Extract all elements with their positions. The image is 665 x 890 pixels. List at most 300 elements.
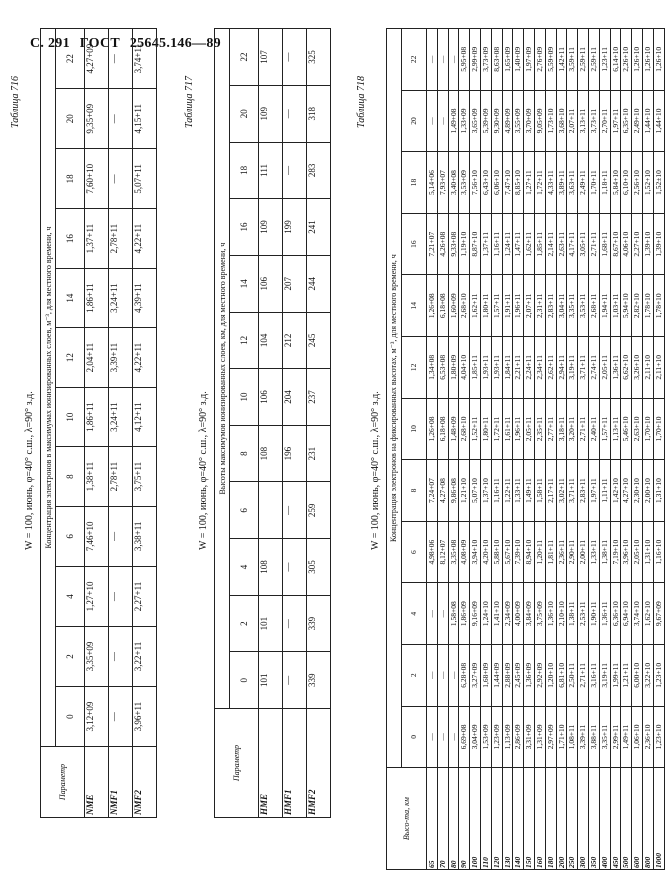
table-cell: 212 (283, 312, 307, 369)
table-cell: 1,72+11 (534, 152, 545, 214)
table-cell: 3,13+11 (578, 90, 589, 152)
table-cell: 4,22+11 (133, 328, 157, 388)
table-cell: 3,27+09 (470, 645, 481, 707)
table-cell: 7,56+10 (470, 152, 481, 214)
table-cell: 1,49+11 (524, 460, 535, 522)
table-cell: — (283, 85, 307, 142)
table-cell: 2,34+11 (534, 337, 545, 399)
table-cell: 259 (307, 482, 331, 539)
table-cell: 9,05+09 (534, 90, 545, 152)
height-value: 150 (524, 768, 535, 870)
table-cell: 2,94+11 (556, 337, 567, 399)
table-cell: 1,26+10 (642, 29, 653, 91)
table-cell: 1,22+11 (502, 460, 513, 522)
table-row (632, 29, 643, 870)
hour-header: 0 (402, 706, 427, 768)
table-cell: — (437, 90, 448, 152)
table-cell: 1,08+11 (567, 706, 578, 768)
table-cell: 6,14+10 (610, 29, 621, 91)
table-cell: 3,74+10 (632, 583, 643, 645)
table-cell: — (283, 539, 307, 596)
table-cell: 4,04+10 (459, 337, 470, 399)
table-row (534, 29, 545, 870)
table-cell: — (109, 29, 133, 89)
table-cell: 2,45+09 (513, 645, 524, 707)
table-cell: 244 (307, 255, 331, 312)
table-cell: 1,97+09 (524, 29, 535, 91)
height-value: 120 (491, 768, 502, 870)
table-cell: 1,42+10 (610, 460, 621, 522)
table-cell: 1,36+11 (599, 583, 610, 645)
table-cell: 1,68+11 (599, 213, 610, 275)
table-cell (259, 482, 283, 539)
table-717-label: Таблица 717 (184, 76, 195, 128)
table-cell: 5,94+10 (621, 275, 632, 337)
table-cell: 3,31+09 (524, 706, 535, 768)
table-cell: 7,24+07 (427, 460, 438, 522)
table-cell: 3,75+11 (133, 447, 157, 507)
table-row (621, 29, 632, 870)
table-row (109, 29, 133, 818)
table-row (133, 29, 157, 818)
table-cell: 4,12+11 (133, 387, 157, 447)
table-cell: 1,85+11 (534, 213, 545, 275)
table-cell: 5,14+06 (427, 152, 438, 214)
table-cell: — (427, 706, 438, 768)
table-cell: 6,35+10 (621, 90, 632, 152)
table-cell: 2,62+11 (545, 337, 556, 399)
table-cell: 1,23+10 (653, 706, 664, 768)
table-cell: — (109, 149, 133, 209)
table-cell: 6,69+08 (459, 706, 470, 768)
height-value: 65 (427, 768, 438, 870)
table-cell: 4,22+11 (133, 209, 157, 269)
table-cell: 2,31+11 (534, 275, 545, 337)
table-cell: 1,37+10 (480, 460, 491, 522)
table-cell: 1,24+11 (502, 213, 513, 275)
table-cell: 101 (259, 652, 283, 709)
table-cell: 1,37+11 (85, 209, 109, 269)
table-cell: 9,16+09 (470, 583, 481, 645)
hour-header: 10 (56, 387, 85, 447)
table-cell: 1,27+10 (85, 566, 109, 626)
table-cell: 1,93+11 (491, 337, 502, 399)
table-cell: 8,63+08 (491, 29, 502, 91)
table-cell: 3,94+10 (470, 521, 481, 583)
table-cell: 1,86+09 (459, 583, 470, 645)
hour-header: 2 (56, 626, 85, 686)
table-cell: 1,49+08 (448, 90, 459, 152)
table-cell: 1,91+11 (502, 275, 513, 337)
table-cell: 2,83+11 (578, 460, 589, 522)
table-cell: 1,70+11 (588, 152, 599, 214)
table-cell: 1,53+09 (480, 706, 491, 768)
table-cell: 3,24+11 (109, 387, 133, 447)
hour-header: 16 (402, 213, 427, 275)
table-cell: 2,63+11 (556, 213, 567, 275)
table-cell: 1,40+09 (513, 29, 524, 91)
table-cell: — (109, 506, 133, 566)
param-name: HME (259, 709, 283, 818)
table-row (307, 29, 331, 818)
table-cell: 5,07+10 (470, 460, 481, 522)
table-cell: 3,75+09 (534, 583, 545, 645)
table-cell: 1,80+09 (448, 337, 459, 399)
height-value: 100 (470, 768, 481, 870)
table-cell: 9,30+09 (491, 90, 502, 152)
table-cell: 1,78+10 (653, 275, 664, 337)
table-cell: 3,71+11 (578, 337, 589, 399)
table-cell: 1,38+11 (85, 447, 109, 507)
table-cell: 1,52+10 (642, 152, 653, 214)
table-cell: 1,31+10 (642, 521, 653, 583)
table-cell: 5,39+09 (480, 90, 491, 152)
hour-header: 18 (56, 149, 85, 209)
table-cell: 1,86+11 (85, 387, 109, 447)
table-cell: 4,89+09 (502, 90, 513, 152)
table-cell: 1,57+11 (491, 275, 502, 337)
hour-header: 10 (230, 369, 259, 426)
table-row (642, 29, 653, 870)
table-cell: 1,78+10 (642, 275, 653, 337)
table-cell: — (427, 645, 438, 707)
table-cell: 339 (307, 652, 331, 709)
table-cell: 1,31+10 (653, 460, 664, 522)
table-cell: 3,35+11 (599, 706, 610, 768)
table-cell: 2,10+10 (556, 583, 567, 645)
table-cell: 1,70+10 (653, 398, 664, 460)
table-cell: 3,88+11 (588, 706, 599, 768)
table-cell: 1,81+11 (545, 521, 556, 583)
table-cell: 6,06+10 (491, 152, 502, 214)
table-cell: 5,88+10 (491, 521, 502, 583)
hour-header: 14 (402, 275, 427, 337)
table-cell: 3,16+11 (588, 645, 599, 707)
table-cell: 1,38+11 (567, 583, 578, 645)
table-cell: 1,13+11 (610, 398, 621, 460)
table-row (513, 29, 524, 870)
table-cell: 2,88+09 (502, 645, 513, 707)
table-cell: 1,60+09 (448, 275, 459, 337)
table-cell: 3,70+09 (524, 90, 535, 152)
table-cell: 1,33+09 (459, 90, 470, 152)
table-cell: 3,73+11 (588, 90, 599, 152)
table-cell: — (437, 645, 448, 707)
table-cell: 207 (283, 255, 307, 312)
table-cell: 6,94+10 (621, 583, 632, 645)
table-row (437, 29, 448, 870)
hour-header: 4 (230, 539, 259, 596)
table-cell: 3,38+11 (133, 506, 157, 566)
height-value: 350 (588, 768, 599, 870)
hour-header: 6 (56, 506, 85, 566)
table-cell: 1,44+09 (491, 645, 502, 707)
table-cell: 199 (283, 199, 307, 256)
param-header: Параметр (41, 747, 85, 818)
table-row (567, 29, 578, 870)
table-cell: 1,42+11 (556, 29, 567, 91)
table-cell: 1,21+10 (459, 460, 470, 522)
hour-header: 20 (56, 89, 85, 149)
table-cell: 9,67+09 (653, 583, 664, 645)
table-row (480, 29, 491, 870)
table-cell: 305 (307, 539, 331, 596)
table-cell: 2,27+11 (133, 566, 157, 626)
table-716-subcaption: Концентрация электронов в максимумах ионизированных слоев, м⁻³, для местного времени, ч (41, 29, 56, 747)
table-cell: 1,36+09 (524, 645, 535, 707)
table-717-subcaption: Высоты максимумов ионизированных слоев, км, для местного времени, ч (215, 29, 230, 709)
hour-header: 12 (230, 312, 259, 369)
table-cell: 1,37+11 (480, 213, 491, 275)
gost-number: 25645.146—89 (129, 36, 221, 51)
table-cell: 3,53+11 (578, 275, 589, 337)
table-cell: 1,58+08 (448, 583, 459, 645)
table-cell: — (283, 482, 307, 539)
table-cell: 1,70+10 (642, 398, 653, 460)
table-cell: 1,49+11 (621, 706, 632, 768)
table-cell: 2,77+11 (545, 398, 556, 460)
table-cell: 1,47+11 (513, 213, 524, 275)
table-cell: 1,27+11 (524, 152, 535, 214)
table-cell: 3,19+11 (567, 337, 578, 399)
table-cell: 5,95+08 (459, 29, 470, 91)
table-row (588, 29, 599, 870)
table-cell: 6,28+08 (459, 645, 470, 707)
table-cell: 108 (259, 425, 283, 482)
table-cell: 4,26+08 (437, 213, 448, 275)
table-cell: 1,44+10 (653, 90, 664, 152)
table-cell: 2,59+11 (578, 29, 589, 91)
table-cell: 5,84+10 (610, 152, 621, 214)
table-cell: 4,98+06 (427, 521, 438, 583)
height-value: 140 (513, 768, 524, 870)
table-row (85, 29, 109, 818)
table-row (653, 29, 664, 870)
height-header: Высо-та, км (387, 768, 427, 870)
table-cell: 6,10+10 (621, 152, 632, 214)
table-cell: 5,59+09 (545, 29, 556, 91)
table-cell: 2,70+11 (599, 90, 610, 152)
hour-header: 12 (56, 328, 85, 388)
table-cell: 2,76+09 (534, 29, 545, 91)
table-cell: 1,06+10 (632, 706, 643, 768)
table-row (448, 29, 459, 870)
table-cell: 8,12+07 (437, 521, 448, 583)
table-cell: 3,40+08 (448, 152, 459, 214)
table-cell: 8,94+10 (524, 521, 535, 583)
table-row (524, 29, 535, 870)
table-716-caption: W = 100, июнь, φ=40° с.ш., λ=90° з.д. (24, 391, 35, 550)
page-number: С. 291 (30, 36, 70, 51)
height-value: 500 (621, 768, 632, 870)
hour-header: 12 (402, 337, 427, 399)
table-cell: 1,52±10 (653, 152, 664, 214)
table-cell: 2,97+09 (545, 706, 556, 768)
table-cell: 1,26+10 (653, 29, 664, 91)
height-value: 1000 (653, 768, 664, 870)
hour-header: 18 (402, 152, 427, 214)
table-cell: 1,34+08 (427, 337, 438, 399)
table-cell: 2,05+11 (524, 398, 535, 460)
table-cell: — (427, 29, 438, 91)
table-cell: 1,33+11 (513, 460, 524, 522)
table-cell: — (283, 652, 307, 709)
height-value: 200 (556, 768, 567, 870)
hour-header: 16 (56, 209, 85, 269)
hour-header: 20 (402, 90, 427, 152)
table-cell: 3,04+09 (470, 706, 481, 768)
table-cell: 1,85+11 (470, 337, 481, 399)
table-cell: 3,65+09 (470, 90, 481, 152)
table-cell: 2,68+11 (588, 275, 599, 337)
table-cell: 1,19+10 (459, 213, 470, 275)
table-cell: 4,27+10 (621, 460, 632, 522)
table-cell: 7,47+10 (502, 152, 513, 214)
table-cell: 5,07+11 (133, 149, 157, 209)
table-cell: 5,67+10 (502, 521, 513, 583)
table-row (556, 29, 567, 870)
table-cell: 6,36+10 (610, 583, 621, 645)
table-row (502, 29, 513, 870)
height-value: 180 (545, 768, 556, 870)
hour-header: 4 (56, 566, 85, 626)
height-value: 300 (578, 768, 589, 870)
table-cell: 1,62+11 (470, 275, 481, 337)
table-cell: 2,00+11 (578, 521, 589, 583)
table-cell: 1,16+11 (491, 213, 502, 275)
table-cell: 9,35+09 (85, 89, 109, 149)
table-cell: 325 (307, 29, 331, 86)
hour-header: 22 (402, 29, 427, 91)
table-cell: 1,58+11 (534, 460, 545, 522)
table-cell: 1,93+11 (480, 337, 491, 399)
table-cell: — (109, 566, 133, 626)
table-cell: 108 (259, 539, 283, 596)
table-cell: 2,14+11 (545, 213, 556, 275)
table-cell: 1,44+10 (642, 90, 653, 152)
table-cell: 3,05+11 (578, 213, 589, 275)
table-cell: 1,23+11 (599, 29, 610, 91)
table-cell: 2,68+10 (459, 275, 470, 337)
table-cell: — (427, 90, 438, 152)
table-cell: 2,56+10 (632, 152, 643, 214)
table-717-caption: W = 100, июнь, φ=40° с.ш., λ=90° з.д. (198, 391, 209, 550)
table-cell: 1,68+09 (480, 645, 491, 707)
table-cell: 3,18+11 (556, 398, 567, 460)
table-718-caption: W = 100, июнь, φ=40° с.ш., λ=90° з.д. (370, 391, 381, 550)
table-cell: 4,17+11 (567, 213, 578, 275)
table-row (259, 29, 283, 818)
table-cell: 2,24+11 (524, 337, 535, 399)
table-cell: 3,19+11 (599, 645, 610, 707)
table-cell: 2,40+11 (588, 398, 599, 460)
hour-header: 22 (56, 29, 85, 89)
table-cell: 3,55+09 (513, 90, 524, 152)
table-cell: 1,97+11 (610, 90, 621, 152)
hour-header: 10 (402, 398, 427, 460)
table-row (427, 29, 438, 870)
table-cell: 2,36+10 (642, 706, 653, 768)
param-name: HMF1 (283, 709, 307, 818)
table-cell: 1,62+10 (642, 583, 653, 645)
table-cell: 2,71+11 (578, 398, 589, 460)
table-row (545, 29, 556, 870)
table-cell: 2,71+11 (578, 645, 589, 707)
param-name: NMF1 (109, 747, 133, 818)
table-cell: 2,83+11 (545, 275, 556, 337)
table-cell: 2,11+10 (653, 337, 664, 399)
table-cell: 1,26+10 (632, 29, 643, 91)
table-cell: 339 (307, 595, 331, 652)
table-row (283, 29, 307, 818)
table-cell: 2,26+10 (621, 29, 632, 91)
height-value: 70 (437, 768, 448, 870)
table-cell: 2,35+11 (534, 398, 545, 460)
table-cell: 4,33+11 (545, 152, 556, 214)
table-cell: 6,81+10 (556, 645, 567, 707)
table-cell: 4,08+09 (459, 521, 470, 583)
table-cell: 3,59+11 (567, 29, 578, 91)
table-cell: 109 (259, 85, 283, 142)
table-cell: 2,74+11 (588, 337, 599, 399)
table-cell: 1,90+11 (588, 583, 599, 645)
table-cell: 1,94+11 (599, 275, 610, 337)
table-cell: 6,62+10 (621, 337, 632, 399)
height-value: 450 (610, 768, 621, 870)
table-cell: 4,00+09 (513, 583, 524, 645)
table-cell: 7,93+07 (437, 152, 448, 214)
table-cell: 3,22+10 (642, 645, 653, 707)
table-cell: 2,90+11 (567, 521, 578, 583)
hour-header: 6 (230, 482, 259, 539)
table-cell: 1,80+11 (480, 398, 491, 460)
table-cell: 2,21+11 (513, 337, 524, 399)
table-cell: 237 (307, 369, 331, 426)
table-cell: 107 (259, 29, 283, 86)
table-cell: 1,80+11 (480, 275, 491, 337)
table-cell: 3,12+09 (85, 687, 109, 747)
table-cell: 1,26+08 (427, 275, 438, 337)
table-cell: 8,67+10 (610, 213, 621, 275)
table-cell: 2,36+11 (556, 521, 567, 583)
table-cell: 3,39+11 (109, 328, 133, 388)
table-cell: 1,71+10 (556, 706, 567, 768)
table-cell: 7,46+10 (85, 506, 109, 566)
table-cell: 6,18+08 (437, 275, 448, 337)
table-cell: 2,82+10 (632, 275, 643, 337)
table-cell: 3,26+10 (632, 337, 643, 399)
table-cell: 1,41+10 (491, 583, 502, 645)
table-cell: 3,74+11 (133, 29, 157, 89)
table-cell: 204 (283, 369, 307, 426)
table-cell: 1,03+11 (610, 275, 621, 337)
table-cell: 101 (259, 595, 283, 652)
table-cell: 2,53+11 (578, 583, 589, 645)
hour-header: 18 (230, 142, 259, 199)
table-cell: — (109, 89, 133, 149)
table-cell: 2,30+10 (632, 460, 643, 522)
table-cell: 3,71+11 (567, 460, 578, 522)
table-row (459, 29, 470, 870)
table-cell: 2,27+10 (632, 213, 643, 275)
table-cell: 3,20+11 (567, 398, 578, 460)
height-value: 800 (642, 768, 653, 870)
table-cell: 109 (259, 199, 283, 256)
table-cell: 7,21+07 (427, 213, 438, 275)
table-cell: 3,35+08 (448, 521, 459, 583)
table-cell: 3,35+11 (567, 275, 578, 337)
table-cell: 1,39+10 (653, 213, 664, 275)
